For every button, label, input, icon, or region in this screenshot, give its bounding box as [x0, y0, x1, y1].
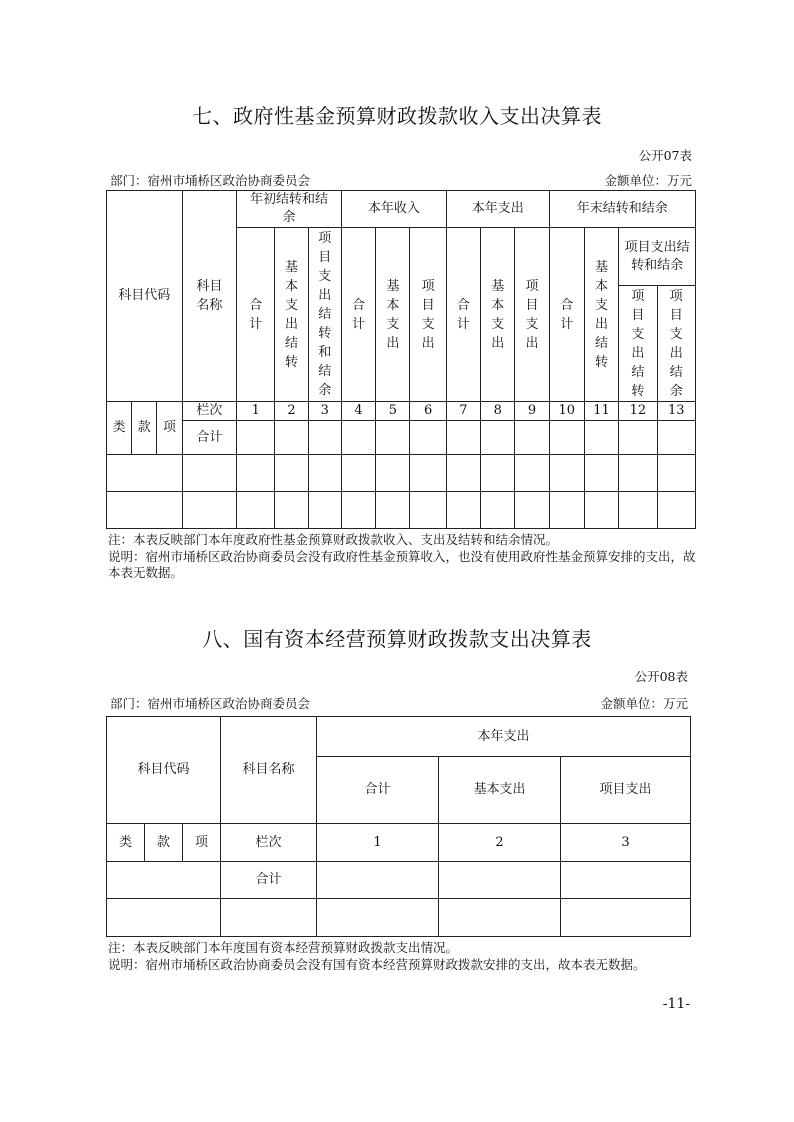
header-income-total: 合计: [341, 228, 375, 402]
section8-table-no: 公开08表: [634, 669, 688, 684]
section7-table: [106, 190, 696, 529]
header-expense: 本年支出: [446, 191, 549, 228]
header-code: 科目代码: [107, 191, 183, 402]
header-project: 项目支出: [561, 757, 691, 824]
header-xiang: 项: [157, 402, 182, 455]
col-num: 11: [584, 402, 618, 421]
header-begin: 年初结转和结余: [237, 191, 342, 228]
header-total: 合计: [317, 757, 439, 824]
row-sum-label: 合计: [182, 421, 236, 455]
section7-note2: 说明：宿州市埇桥区政治协商委员会没有政府性基金预算收入，也没有使用政府性基金预算安排的支出，故本表无数据。: [108, 549, 696, 580]
header-end-project: 项目支出结转和结余: [619, 228, 696, 286]
header-end-total: 合计: [549, 228, 584, 402]
page-number: -11-: [662, 996, 690, 1012]
col-num: 12: [619, 402, 657, 421]
col-num: 1: [237, 402, 275, 421]
header-end: 年末结转和结余: [549, 191, 695, 228]
header-lanci: 栏次: [182, 402, 236, 421]
col-num: 9: [515, 402, 549, 421]
header-end-basic: 基本支出结转: [584, 228, 618, 402]
header-kuan: 款: [145, 824, 183, 862]
section8-note2: 说明：宿州市埇桥区政治协商委员会没有国有资本经营预算财政拨款安排的支出，故本表无数据。: [108, 957, 646, 972]
header-begin-total: 合计: [237, 228, 275, 402]
section7-dept: 部门：宿州市埇桥区政治协商委员会: [110, 173, 311, 188]
col-num: 3: [308, 402, 341, 421]
col-num: 8: [481, 402, 515, 421]
header-end-project-surplus: 项目支出结余: [657, 286, 695, 402]
header-income: 本年收入: [341, 191, 446, 228]
header-lei: 类: [107, 824, 145, 862]
section8-unit: 金额单位：万元: [600, 696, 688, 711]
header-begin-project: 项目支出结转和结余: [308, 228, 341, 402]
col-num: 2: [439, 824, 561, 862]
section8-title: 八、国有资本经营预算财政拨款支出决算表: [202, 627, 592, 651]
col-num: 4: [341, 402, 375, 421]
section7-unit: 金额单位：万元: [604, 173, 692, 188]
table-row: [107, 455, 696, 492]
header-xiang: 项: [183, 824, 221, 862]
header-basic: 基本支出: [439, 757, 561, 824]
section8-table: [106, 716, 691, 937]
header-lei: 类: [107, 402, 132, 455]
col-num: 2: [275, 402, 308, 421]
section8-dept: 部门：宿州市埇桥区政治协商委员会: [110, 696, 311, 711]
section7-table-no: 公开07表: [638, 148, 692, 163]
col-num: 10: [549, 402, 584, 421]
header-code: 科目代码: [107, 717, 221, 824]
header-expense-basic: 基本支出: [481, 228, 515, 402]
header-expense-total: 合计: [446, 228, 480, 402]
section7-title: 七、政府性基金预算财政拨款收入支出决算表: [192, 104, 602, 128]
col-num: 5: [376, 402, 410, 421]
table-row: [107, 899, 691, 937]
table-row: [107, 492, 696, 529]
row-sum-label: 合计: [221, 862, 317, 899]
header-lanci: 栏次: [221, 824, 317, 862]
header-begin-basic: 基本支出结转: [275, 228, 308, 402]
header-end-project-carry: 项目支出结转: [619, 286, 657, 402]
col-num: 3: [561, 824, 691, 862]
header-kuan: 款: [132, 402, 157, 455]
col-num: 1: [317, 824, 439, 862]
header-name: 科目名称: [182, 191, 236, 402]
section7-note1: 注：本表反映部门本年度政府性基金预算财政拨款收入、支出及结转和结余情况。: [108, 532, 559, 547]
col-num: 6: [410, 402, 446, 421]
header-income-project: 项目支出: [410, 228, 446, 402]
header-income-basic: 基本支出: [376, 228, 410, 402]
header-expense-project: 项目支出: [515, 228, 549, 402]
col-num: 13: [657, 402, 695, 421]
header-name: 科目名称: [221, 717, 317, 824]
section8-note1: 注：本表反映部门本年度国有资本经营预算财政拨款支出情况。: [108, 940, 459, 955]
col-num: 7: [446, 402, 480, 421]
header-expense: 本年支出: [317, 717, 691, 757]
